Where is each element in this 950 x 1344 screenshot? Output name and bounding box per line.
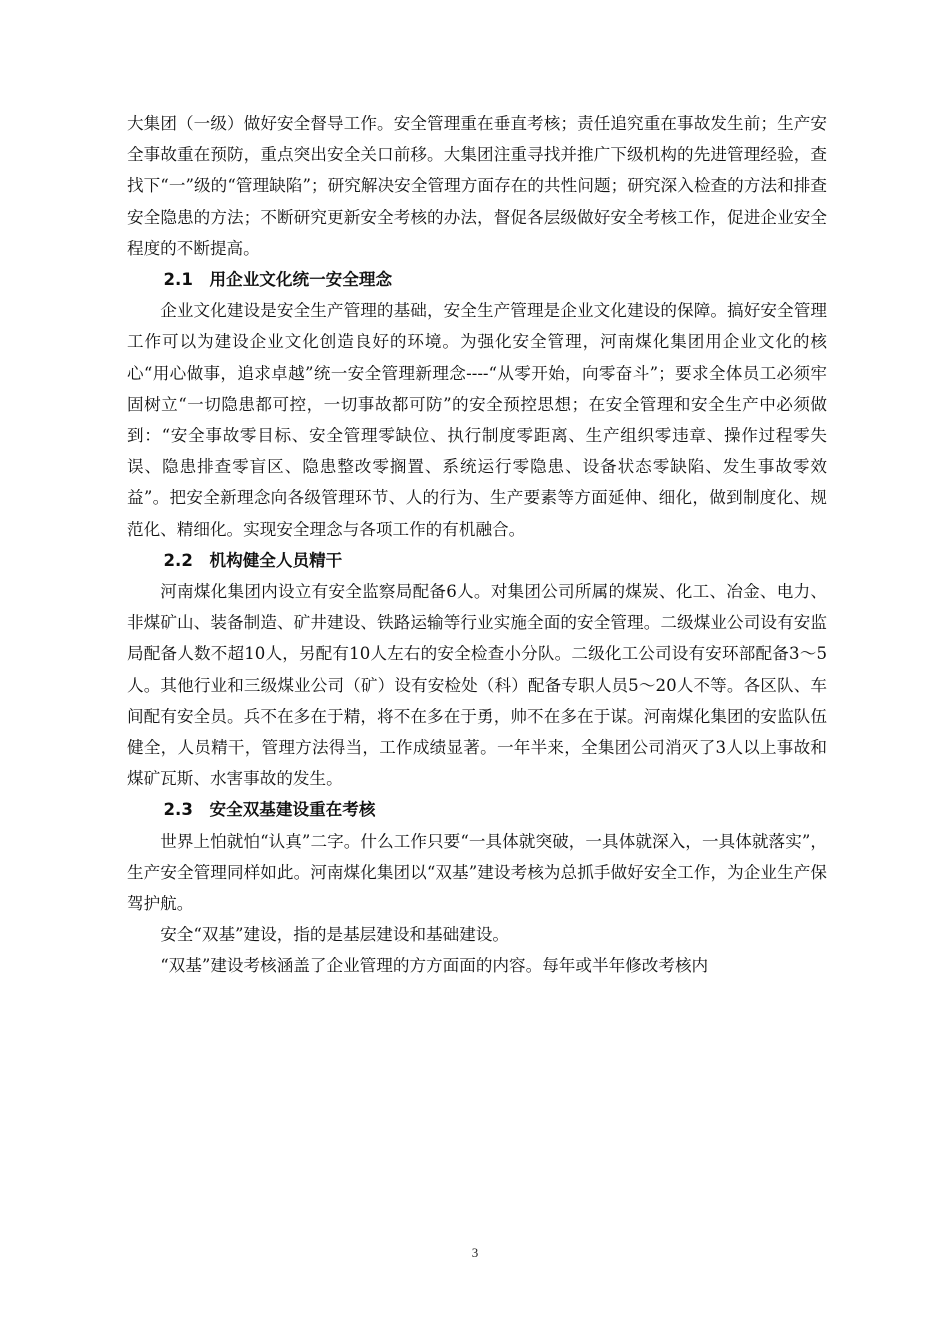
paragraph-intro-continued: 大集团（一级）做好安全督导工作。安全管理重在垂直考核；责任追究重在事故发生前；生产安全事故重在预防，重点突出安全关口前移。大集团注重寻找并推广下级机构的先进管理经验，查找下“一”级的“管理缺陷”；研究解决安全管理方面存在的共性问题；研究深入检查的方法和排查安全隐患的方法；不断研究更新安全考核的办法，督促各层级做好安全考核工作，促进企业安全程度的不断提高。 (127, 114, 827, 258)
paragraph-seriousness: 世界上怕就怕“认真”二字。什么工作只要“一具体就突破，一具体就深入，一具体就落实”，生产安全管理同样如此。河南煤化集团以“双基”建设考核为总抓手做好安全工作，为企业生产保驾护航。 (127, 831, 827, 914)
section-number: 2.3 (163, 800, 193, 820)
section-heading-2-2 (127, 545, 827, 576)
section-heading-2-3 (127, 794, 827, 825)
section-title: 安全双基建设重在考核 (209, 800, 376, 820)
paragraph-organization: 河南煤化集团内设立有安全监察局配备6人。对集团公司所属的煤炭、化工、冶金、电力、非煤矿山、装备制造、矿井建设、铁路运输等行业实施全面的安全管理。二级煤业公司设有安监局配备人数不超10人，另配有10人左右的安全检查小分队。二级化工公司设有安环部配备3～5人。其他行业和三级煤业公司（矿）设有安检处（科）配备专职人员5～20人不等。各区队、车间配有安全员。兵不在多在于精，将不在多在于勇，帅不在多在于谋。河南煤化集团的安监队伍健全，人员精干，管理方法得当，工作成绩显著。一年半来，全集团公司消灭了3人以上事故和煤矿瓦斯、水害事故的发生。 (127, 582, 827, 789)
section-title: 机构健全人员精干 (209, 550, 343, 570)
paragraph-corporate-culture: 企业文化建设是安全生产管理的基础，安全生产管理是企业文化建设的保障。搞好安全管理工作可以为建设企业文化创造良好的环境。为强化安全管理，河南煤化集团用企业文化的核心“用心做事，追求卓越”统一安全管理新理念----“从零开始，向零奋斗”；要求全体员工必须牢固树立“一切隐患都可控，一切事故都可防”的安全预控思想；在安全管理和安全生产中必须做到：“安全事故零目标、安全管理零缺位、执行制度零距离、生产组织零违章、操作过程零失误、隐患排查零盲区、隐患整改零搁置、系统运行零隐患、设备状态零缺陷、发生事故零效益”。把安全新理念向各级管理环节、人的行为、生产要素等方面延伸、细化，做到制度化、规范化、精细化。实现安全理念与各项工作的有机融合。 (127, 301, 827, 539)
section-heading-2-1 (127, 264, 827, 295)
page-number: 3 (471, 1245, 479, 1260)
paragraph-shuangji-assessment: “双基”建设考核涵盖了企业管理的方方面面的内容。每年或半年修改考核内 (160, 956, 709, 976)
paragraph-shuangji-definition: 安全“双基”建设，指的是基层建设和基础建设。 (160, 925, 510, 945)
section-number: 2.2 (163, 550, 193, 570)
section-title: 用企业文化统一安全理念 (209, 270, 393, 290)
page-content (127, 108, 827, 982)
section-number: 2.1 (163, 270, 193, 290)
